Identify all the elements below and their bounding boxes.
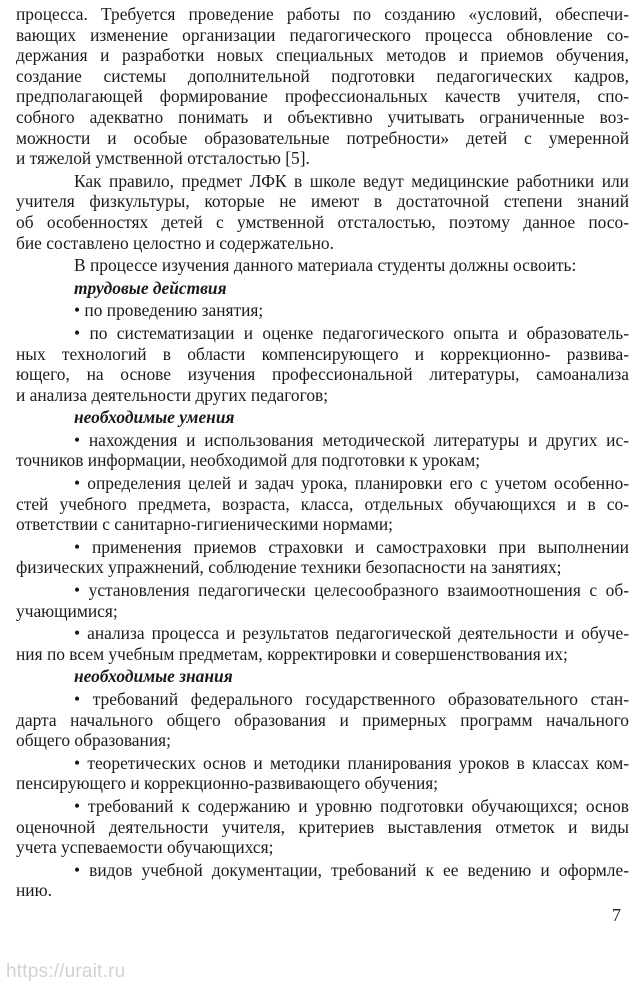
- bullet-item: [16, 689, 629, 751]
- text-line: • применения приемов страховки и самостраховки при выполнении: [74, 536, 629, 557]
- heading-line: необходимые умения: [74, 407, 235, 428]
- bullet-item: [16, 430, 629, 471]
- text-line: бие составлено целостно и содержательно.: [16, 232, 334, 253]
- text-line: • по проведению занятия;: [74, 300, 264, 321]
- text-line: • нахождения и использования методической литературы и других ис-: [74, 429, 629, 450]
- text-line: собного адекватно понимать и объективно учитывать ограниченные воз-: [16, 106, 629, 127]
- text-line: дарта начального общего образования и примерных программ начального: [16, 709, 629, 730]
- text-line: общего образования;: [16, 730, 171, 751]
- text-line: физических упражнений, соблюдение техники безопасности на занятиях;: [16, 557, 562, 578]
- text-line: ных технологий в области компенсирующего и коррекционно- развива-: [16, 343, 629, 364]
- watermark-url: https://urait.ru: [6, 961, 126, 982]
- text-line: ответствии с санитарно-гигиеническими нормами;: [16, 514, 393, 535]
- text-line: пенсирующего и коррекционно-развивающего обучения;: [16, 773, 439, 794]
- text-line: • видов учебной документации, требований к ее ведению и оформле-: [74, 859, 629, 880]
- page-number: 7: [612, 905, 621, 925]
- bullet-item: [16, 473, 629, 535]
- text-line: стей учебного предмета, возраста, класса, отдельных обучающихся и в со-: [16, 493, 629, 514]
- page-body: [16, 4, 629, 901]
- text-line: учета успеваемости обучающихся;: [16, 837, 274, 858]
- text-line: • теоретических основ и методики планирования уроков в классах ком-: [74, 752, 629, 773]
- section-heading: [16, 278, 629, 299]
- text-line: предполагающей формирование профессиональных качеств учителя, спо-: [16, 86, 629, 107]
- text-line: учающимися;: [16, 600, 118, 621]
- paragraph: [16, 4, 629, 169]
- paragraph: [16, 171, 629, 253]
- text-line: и анализа деятельности других педагогов;: [16, 384, 329, 405]
- bullet-item: [16, 753, 629, 794]
- text-line: • установления педагогически целесообразного взаимоотношения с об-: [74, 580, 629, 601]
- text-line: вающих изменение организации педагогического процесса обновление со-: [16, 24, 629, 45]
- text-line: • анализа процесса и результатов педагогической деятельности и обуче-: [74, 623, 629, 644]
- section-heading: [16, 407, 629, 428]
- text-line: держания и разработки новых специальных методов и приемов обучения,: [16, 45, 629, 66]
- text-line: точников информации, необходимой для подготовки к урокам;: [16, 450, 481, 471]
- text-line: и тяжелой умственной отсталостью [5].: [16, 148, 310, 169]
- paragraph: [16, 255, 629, 276]
- text-line: процесса. Требуется проведение работы по созданию «условий, обеспечи-: [16, 4, 629, 24]
- bullet-item: [16, 323, 629, 405]
- text-line: создание системы дополнительной подготовки педагогических кадров,: [16, 65, 629, 86]
- text-line: • требований к содержанию и уровню подготовки обучающихся; основ: [74, 795, 629, 816]
- text-line: можности и особые образовательные потребности» детей с умеренной: [16, 127, 629, 148]
- text-line: • требований федерального государственного образовательного стан-: [74, 689, 629, 709]
- bullet-item: [16, 537, 629, 578]
- text-line: ющего, на основе изучения профессиональной литературы, самоанализа: [16, 364, 629, 385]
- text-line: учителя физкультуры, которые не имеют в достаточной степени знаний: [16, 191, 629, 212]
- text-line: Как правило, предмет ЛФК в школе ведут медицинские работники или: [74, 170, 629, 191]
- text-line: нию.: [16, 880, 52, 901]
- bullet-item: [16, 623, 629, 664]
- bullet-item: [16, 300, 629, 321]
- bullet-item: [16, 580, 629, 621]
- bullet-item: [16, 860, 629, 901]
- heading-line: необходимые знания: [74, 666, 233, 687]
- heading-line: трудовые действия: [74, 277, 227, 298]
- text-line: • по систематизации и оценке педагогического опыта и образователь-: [74, 322, 629, 343]
- text-line: об особенностях детей с умственной отсталостью, поэтому данное посо-: [16, 211, 629, 232]
- text-line: оценочной деятельности учителя, критериев выставления отметок и виды: [16, 816, 629, 837]
- bullet-item: [16, 796, 629, 858]
- section-heading: [16, 666, 629, 687]
- text-line: • определения целей и задач урока, планировки его с учетом особенно-: [74, 473, 629, 494]
- text-line: В процессе изучения данного материала студенты должны освоить:: [74, 255, 577, 276]
- text-line: ния по всем учебным предметам, корректировки и совершенствования их;: [16, 643, 568, 664]
- text-body: [16, 4, 629, 901]
